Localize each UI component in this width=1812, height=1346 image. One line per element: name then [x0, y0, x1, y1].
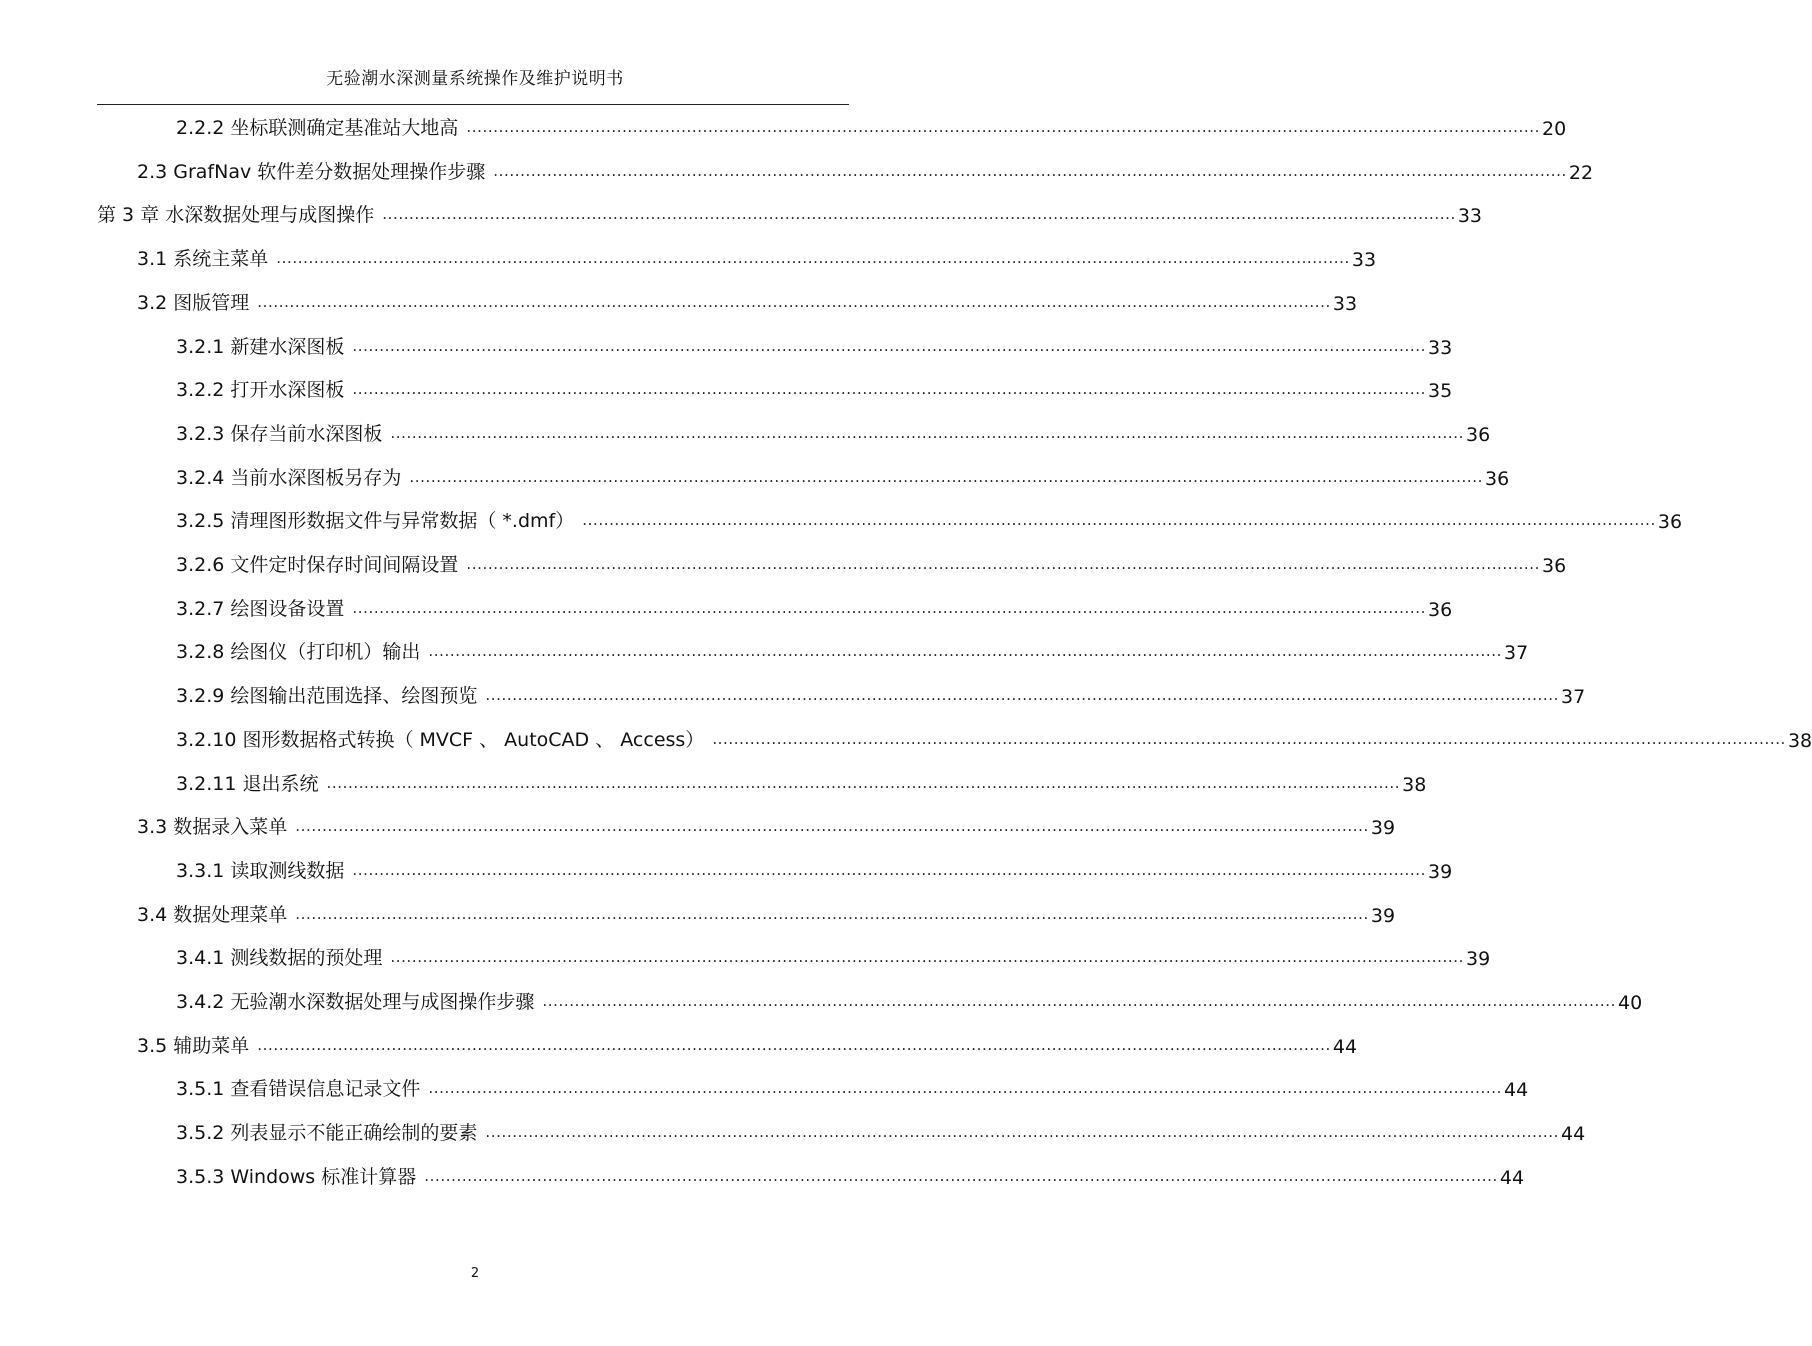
toc-entry-page: 44	[1561, 1123, 1586, 1146]
toc-entry	[176, 112, 1567, 140]
toc-entry-title: 3.5 辅助菜单	[137, 1034, 250, 1057]
toc-entry-page: 38	[1787, 729, 1812, 752]
toc-entry-page: 36	[1542, 555, 1567, 577]
toc-entry-title: 3.2.1 新建水深图板	[176, 335, 345, 358]
toc-dot-leader: ........................................................................................................................................................................................................	[257, 1035, 1331, 1054]
toc-entry-page: 40	[1618, 992, 1643, 1014]
toc-entry-title: 3.2.7 绘图设备设置	[176, 597, 345, 620]
toc-entry-title: 3.4.2 无验潮水深数据处理与成图操作步骤	[176, 991, 535, 1013]
toc-entry-page: 39	[1370, 904, 1396, 927]
toc-entry-page: 36	[1657, 511, 1683, 534]
toc-entry	[176, 549, 1567, 577]
toc-entry	[137, 287, 1358, 315]
toc-entry-page: 37	[1504, 642, 1529, 665]
toc-dot-leader: ........................................................................................................................................................................................................	[326, 773, 1401, 792]
toc-dot-leader: ........................................................................................................................................................................................................	[390, 948, 1465, 967]
toc-entry	[176, 505, 1683, 534]
toc-entry-title: 3.2.2 打开水深图板	[176, 379, 345, 402]
toc-entry-title: 3.2.5 清理图形数据文件与异常数据（ *.dmf）	[176, 510, 575, 533]
toc-entry-page: 37	[1561, 686, 1586, 709]
toc-dot-leader: ........................................................................................................................................................................................................	[712, 729, 1786, 748]
toc-entry-title: 3.5.3 Windows 标准计算器	[176, 1165, 417, 1188]
toc-entry	[176, 1161, 1525, 1189]
toc-entry	[176, 636, 1529, 665]
toc-entry-title: 3.2.8 绘图仪（打印机）输出	[176, 641, 421, 664]
toc-entry	[176, 1073, 1529, 1102]
toc-entry-page: 36	[1485, 467, 1510, 490]
toc-entry	[137, 243, 1377, 272]
toc-entry-title: 3.5.2 列表显示不能正确绘制的要素	[176, 1122, 478, 1145]
toc-entry-title: 3.2.6 文件定时保存时间间隔设置	[176, 554, 459, 576]
toc-dot-leader: ........................................................................................................................................................................................................	[485, 1123, 1560, 1142]
toc-entry-title: 3.2.9 绘图输出范围选择、绘图预览	[176, 685, 478, 708]
toc-entry-page: 39	[1370, 817, 1396, 840]
toc-entry-title: 3.2.10 图形数据格式转换（ MVCF 、 AutoCAD 、 Access）	[176, 728, 705, 751]
toc-entry-title: 2.2.2 坐标联测确定基准站大地高	[176, 117, 459, 139]
toc-entry-title: 3.3.1 读取测线数据	[176, 859, 345, 882]
toc-dot-leader: ........................................................................................................................................................................................................	[295, 904, 1369, 923]
toc-entry-page: 44	[1504, 1079, 1529, 1102]
toc-entry	[176, 680, 1586, 709]
toc-dot-leader: ........................................................................................................................................................................................................	[352, 336, 1427, 355]
toc-dot-leader: ........................................................................................................................................................................................................	[352, 860, 1427, 879]
toc-entry-title: 3.4.1 测线数据的预处理	[176, 947, 383, 970]
toc-dot-leader: ........................................................................................................................................................................................................	[485, 686, 1560, 705]
toc-entry-page: 36	[1428, 598, 1453, 621]
toc-dot-leader: ........................................................................................................................................................................................................	[382, 205, 1456, 224]
toc-entry-page: 33	[1332, 292, 1358, 315]
toc-entry	[176, 374, 1453, 403]
toc-entry-title: 3.3 数据录入菜单	[137, 816, 288, 839]
toc-entry-page: 39	[1428, 860, 1453, 883]
toc-entry	[176, 418, 1491, 446]
toc-dot-leader: ........................................................................................................................................................................................................	[428, 1079, 1503, 1098]
toc-entry	[137, 156, 1594, 184]
toc-dot-leader: ........................................................................................................................................................................................................	[466, 118, 1541, 136]
toc-entry	[176, 593, 1453, 621]
toc-entry	[137, 1030, 1358, 1058]
toc-entry-page: 22	[1568, 161, 1594, 184]
toc-dot-leader: ........................................................................................................................................................................................................	[493, 161, 1567, 180]
toc-dot-leader: ........................................................................................................................................................................................................	[424, 1166, 1498, 1185]
toc-dot-leader: ........................................................................................................................................................................................................	[257, 292, 1331, 311]
toc-entry-title: 3.1 系统主菜单	[137, 248, 269, 271]
toc-entry-title: 第 3 章 水深数据处理与成图操作	[97, 204, 375, 227]
toc-entry-page: 33	[1351, 249, 1377, 272]
toc-entry-title: 3.2.11 退出系统	[176, 772, 319, 795]
toc-dot-leader: ........................................................................................................................................................................................................	[276, 249, 1350, 268]
toc-entry-title: 2.3 GrafNav 软件差分数据处理操作步骤	[137, 160, 486, 183]
toc-entry	[137, 899, 1396, 927]
toc-dot-leader: ........................................................................................................................................................................................................	[428, 642, 1503, 661]
toc-entry-page: 39	[1466, 948, 1491, 971]
toc-dot-leader: ........................................................................................................................................................................................................	[409, 467, 1484, 486]
toc-entry	[97, 199, 1483, 228]
toc-dot-leader: ........................................................................................................................................................................................................	[352, 598, 1427, 617]
toc-entry-page: 44	[1499, 1166, 1525, 1189]
toc-dot-leader: ........................................................................................................................................................................................................	[582, 511, 1656, 530]
toc-entry	[176, 462, 1510, 490]
toc-entry-page: 33	[1428, 336, 1453, 359]
toc-entry-page: 44	[1332, 1035, 1358, 1058]
toc-entry	[137, 811, 1396, 840]
page-number: 2	[470, 1266, 480, 1281]
toc-entry	[176, 331, 1453, 359]
toc-entry-page: 35	[1428, 380, 1453, 403]
toc-entry-title: 3.5.1 查看错误信息记录文件	[176, 1078, 421, 1101]
toc-entry	[176, 986, 1643, 1014]
toc-entry	[176, 724, 1812, 752]
toc-entry	[176, 942, 1491, 971]
toc-dot-leader: ........................................................................................................................................................................................................	[542, 992, 1617, 1010]
toc-dot-leader: ........................................................................................................................................................................................................	[295, 817, 1369, 836]
header-divider	[97, 104, 849, 105]
toc-entry-title: 3.4 数据处理菜单	[137, 903, 288, 926]
toc-entry-page: 36	[1466, 423, 1491, 446]
toc-entry-title: 3.2.3 保存当前水深图板	[176, 422, 383, 445]
toc-entry-title: 3.2 图版管理	[137, 291, 250, 314]
toc-entry	[176, 1117, 1586, 1146]
toc-dot-leader: ........................................................................................................................................................................................................	[466, 555, 1541, 573]
toc-entry	[176, 768, 1427, 796]
toc-entry-title: 3.2.4 当前水深图板另存为	[176, 466, 402, 489]
toc-entry-page: 38	[1402, 773, 1427, 796]
toc-dot-leader: ........................................................................................................................................................................................................	[352, 380, 1427, 399]
toc-dot-leader: ........................................................................................................................................................................................................	[390, 423, 1465, 442]
toc-entry	[176, 855, 1453, 883]
toc-entry-page: 33	[1457, 205, 1483, 228]
toc-entry-page: 20	[1542, 118, 1567, 140]
document-header-title: 无验潮水深测量系统操作及维护说明书	[326, 69, 624, 89]
